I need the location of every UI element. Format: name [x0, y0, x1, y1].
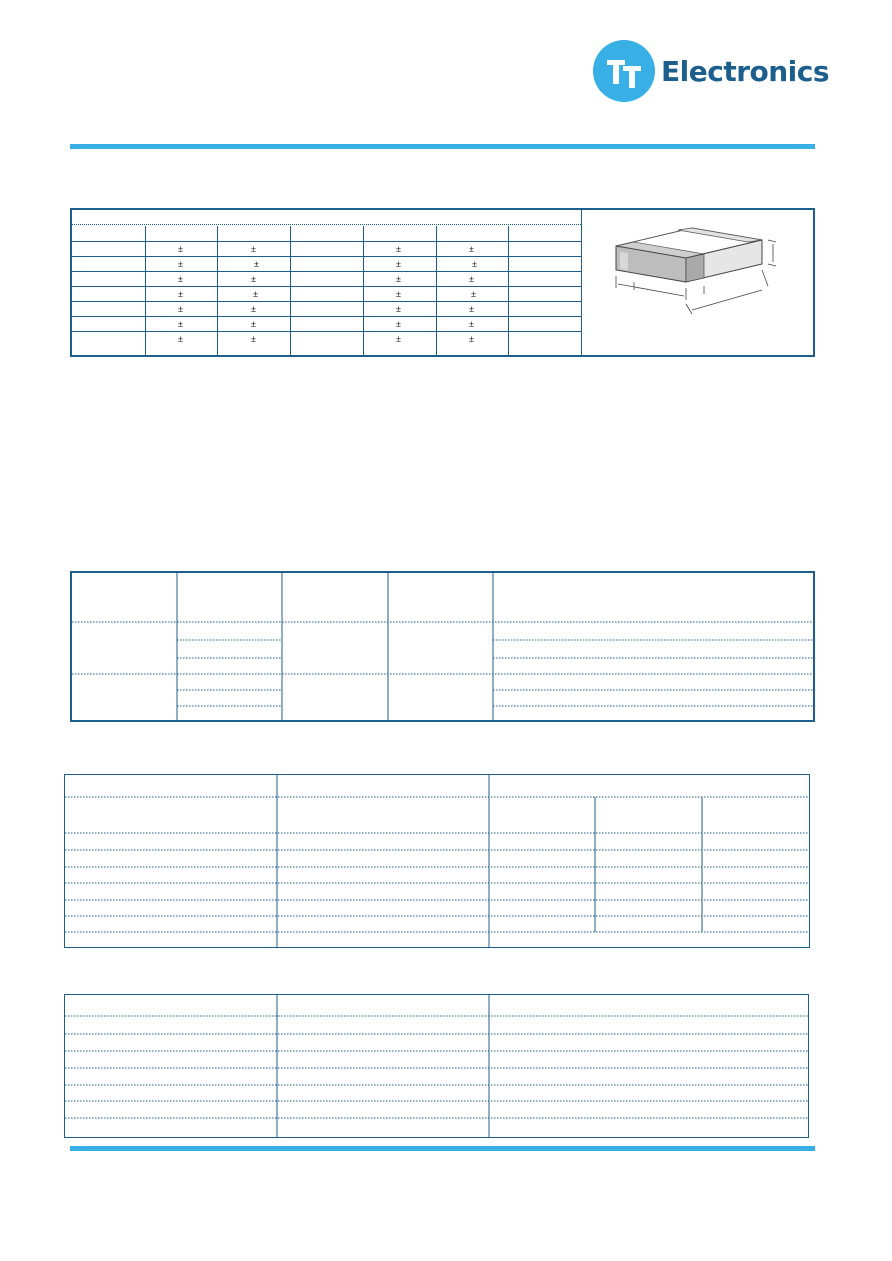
plus-minus-tolerance: ±	[251, 274, 256, 284]
plus-minus-tolerance: ±	[253, 289, 258, 299]
header-divider	[72, 224, 581, 225]
plus-minus-tolerance: ±	[396, 274, 401, 284]
plus-minus-tolerance: ±	[471, 289, 476, 299]
row-divider	[72, 331, 581, 332]
plus-minus-tolerance: ±	[178, 289, 183, 299]
plus-minus-tolerance: ±	[469, 304, 474, 314]
plus-minus-tolerance: ±	[178, 334, 183, 344]
plus-minus-tolerance: ±	[178, 259, 183, 269]
column-divider	[290, 226, 291, 355]
column-divider	[436, 226, 437, 355]
plus-minus-tolerance: ±	[396, 304, 401, 314]
column-divider	[217, 226, 218, 355]
plus-minus-tolerance: ±	[251, 304, 256, 314]
plus-minus-tolerance: ±	[396, 244, 401, 254]
dimensions-grid	[72, 210, 581, 355]
environmental-table	[64, 994, 809, 1138]
row-divider	[72, 271, 581, 272]
dimensions-table	[70, 208, 815, 357]
plus-minus-tolerance: ±	[469, 274, 474, 284]
plus-minus-tolerance: ±	[472, 259, 477, 269]
plus-minus-tolerance: ±	[178, 304, 183, 314]
logo-wordmark: Electronics	[661, 54, 830, 88]
plus-minus-tolerance: ±	[396, 334, 401, 344]
row-divider	[72, 286, 581, 287]
plus-minus-tolerance: ±	[469, 334, 474, 344]
row-divider	[72, 301, 581, 302]
plus-minus-tolerance: ±	[469, 319, 474, 329]
performance-table	[64, 774, 810, 948]
chip-resistor-drawing	[581, 210, 814, 355]
plus-minus-tolerance: ±	[254, 259, 259, 269]
plus-minus-tolerance: ±	[396, 259, 401, 269]
row-divider	[72, 241, 581, 242]
column-divider	[363, 226, 364, 355]
plus-minus-tolerance: ±	[469, 244, 474, 254]
tt-electronics-logo	[593, 40, 829, 102]
header-rule	[70, 144, 815, 149]
footer-rule	[70, 1146, 815, 1151]
plus-minus-tolerance: ±	[251, 319, 256, 329]
column-divider	[508, 226, 509, 355]
tt-logo-mark	[593, 40, 655, 102]
plus-minus-tolerance: ±	[396, 289, 401, 299]
plus-minus-tolerance: ±	[251, 244, 256, 254]
column-divider	[145, 226, 146, 355]
plus-minus-tolerance: ±	[396, 319, 401, 329]
row-divider	[72, 256, 581, 257]
specification-table	[70, 571, 815, 722]
plus-minus-tolerance: ±	[178, 319, 183, 329]
row-divider	[72, 316, 581, 317]
plus-minus-tolerance: ±	[178, 244, 183, 254]
plus-minus-tolerance: ±	[178, 274, 183, 284]
plus-minus-tolerance: ±	[251, 334, 256, 344]
